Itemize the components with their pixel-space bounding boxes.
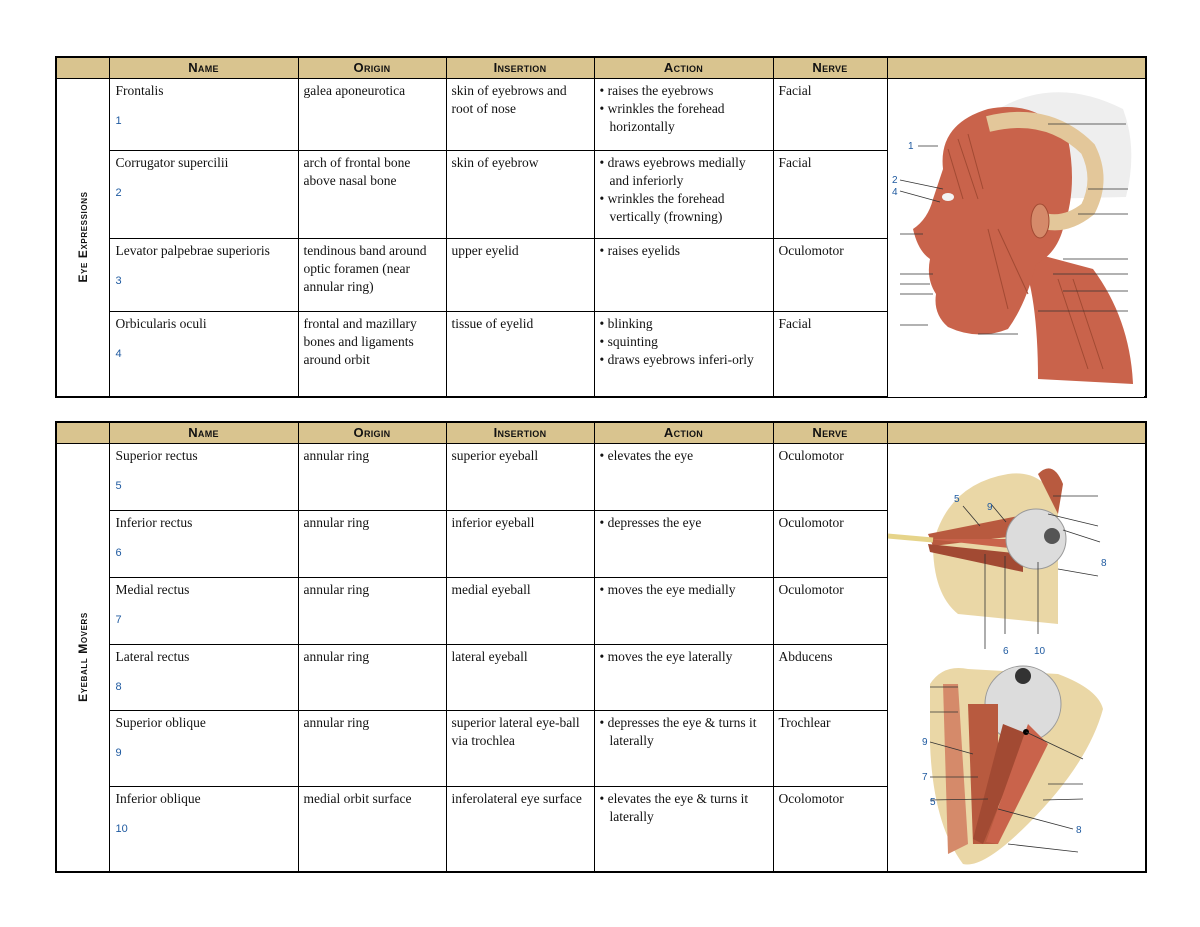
nerve-cell: Oculomotor — [773, 577, 887, 644]
muscle-number: 5 — [115, 479, 122, 492]
action-item: • squinting — [600, 333, 768, 351]
muscle-number: 9 — [115, 746, 122, 759]
ear-shape — [1031, 204, 1049, 238]
header-blank — [56, 57, 109, 78]
nerve-cell: Facial — [773, 311, 887, 397]
header-nerve: Nerve — [773, 57, 887, 78]
eye-expressions-table — [55, 56, 1147, 398]
figure-label-1: 1 — [907, 140, 914, 152]
header-name: Name — [109, 57, 298, 78]
figure-label-9-superior: 9 — [921, 736, 928, 748]
action-list — [600, 514, 768, 532]
muscle-name-cell — [109, 644, 298, 710]
nerve-cell: Facial — [773, 78, 887, 150]
muscle-name: Frontalis — [115, 82, 164, 98]
header-row — [56, 57, 1146, 78]
action-list — [600, 714, 768, 750]
section-label-cell — [56, 78, 109, 397]
header-origin: Origin — [298, 422, 446, 443]
figure-label-6: 6 — [1002, 645, 1009, 657]
muscle-name-cell — [109, 443, 298, 510]
insertion-cell: superior lateral eye-ball via trochlea — [446, 710, 594, 786]
origin-cell: tendinous band around optic foramen (near annular ring) — [298, 238, 446, 311]
action-list — [600, 315, 768, 369]
muscle-number: 6 — [115, 546, 122, 559]
eye-shape — [942, 193, 954, 201]
action-list — [600, 82, 768, 136]
header-figure — [887, 57, 1146, 78]
muscle-name: Medial rectus — [115, 581, 190, 597]
header-figure — [887, 422, 1146, 443]
muscle-name: Superior oblique — [115, 714, 206, 730]
origin-cell: annular ring — [298, 577, 446, 644]
action-list — [600, 581, 768, 599]
muscle-name-cell — [109, 510, 298, 577]
muscle-number: 8 — [115, 680, 122, 693]
origin-cell: annular ring — [298, 644, 446, 710]
action-item: • blinking — [600, 315, 768, 333]
header-name: Name — [109, 422, 298, 443]
muscle-name-cell — [109, 238, 298, 311]
action-cell — [594, 78, 773, 150]
header-origin: Origin — [298, 57, 446, 78]
action-list — [600, 242, 768, 260]
nerve-cell: Trochlear — [773, 710, 887, 786]
action-list — [600, 154, 768, 226]
muscle-name-cell — [109, 786, 298, 872]
action-item: • depresses the eye — [600, 514, 768, 532]
figure-label-4: 4 — [891, 186, 898, 198]
nerve-cell: Oculomotor — [773, 443, 887, 510]
origin-cell: galea aponeurotica — [298, 78, 446, 150]
muscle-number: 7 — [115, 613, 122, 626]
header-row — [56, 422, 1146, 443]
header-blank — [56, 422, 109, 443]
section-label: Eyeball Movers — [75, 612, 90, 703]
nerve-cell: Oculomotor — [773, 238, 887, 311]
muscle-name: Inferior rectus — [115, 514, 193, 530]
eyeball-movers-table — [55, 421, 1147, 873]
action-list — [600, 447, 768, 465]
action-item: • raises eyelids — [600, 242, 768, 260]
table-row — [56, 443, 1146, 510]
eyeball-muscle-figure-cell — [887, 443, 1146, 872]
header-nerve: Nerve — [773, 422, 887, 443]
action-item: • raises the eyebrows — [600, 82, 768, 100]
header-action: Action — [594, 57, 773, 78]
muscle-name: Lateral rectus — [115, 648, 190, 664]
insertion-cell: upper eyelid — [446, 238, 594, 311]
head-muscles-illustration — [888, 79, 1144, 397]
action-cell — [594, 577, 773, 644]
figure-label-8: 8 — [1100, 557, 1107, 569]
muscle-name: Orbicularis oculi — [115, 315, 207, 331]
insertion-cell: lateral eyeball — [446, 644, 594, 710]
action-cell — [594, 644, 773, 710]
action-item: • wrinkles the forehead vertically (frowning) — [600, 190, 768, 226]
action-item: • elevates the eye & turns it laterally — [600, 790, 768, 826]
action-cell — [594, 510, 773, 577]
nerve-cell: Oculomotor — [773, 510, 887, 577]
action-cell — [594, 710, 773, 786]
insertion-cell: inferolateral eye surface — [446, 786, 594, 872]
table-row — [56, 78, 1146, 150]
muscle-name: Inferior oblique — [115, 790, 201, 806]
insertion-cell: skin of eyebrow — [446, 150, 594, 238]
action-item: • moves the eye medially — [600, 581, 768, 599]
section-label: Eye Expressions — [75, 191, 90, 283]
insertion-cell: medial eyeball — [446, 577, 594, 644]
action-cell — [594, 150, 773, 238]
eyeball-muscles-illustration — [888, 444, 1144, 868]
header-insertion: Insertion — [446, 422, 594, 443]
insertion-cell: inferior eyeball — [446, 510, 594, 577]
figure-label-7: 7 — [921, 771, 928, 783]
muscle-number: 1 — [115, 114, 122, 127]
muscle-name-cell — [109, 710, 298, 786]
figure-label-2: 2 — [891, 174, 898, 186]
muscle-name: Corrugator supercilii — [115, 154, 229, 170]
muscle-number: 3 — [115, 274, 122, 287]
action-list — [600, 790, 768, 826]
origin-cell: arch of frontal bone above nasal bone — [298, 150, 446, 238]
action-list — [600, 648, 768, 666]
action-cell — [594, 238, 773, 311]
header-action: Action — [594, 422, 773, 443]
insertion-cell: superior eyeball — [446, 443, 594, 510]
muscle-name-cell — [109, 577, 298, 644]
figure-label-10: 10 — [1033, 645, 1045, 657]
origin-cell: medial orbit surface — [298, 786, 446, 872]
nerve-cell: Ocolomotor — [773, 786, 887, 872]
muscle-number: 10 — [115, 822, 128, 835]
action-item: • draws eyebrows medially and inferiorly — [600, 154, 768, 190]
origin-cell: annular ring — [298, 510, 446, 577]
nerve-cell: Facial — [773, 150, 887, 238]
origin-cell: annular ring — [298, 710, 446, 786]
superior-view-figure — [922, 666, 1103, 865]
action-cell — [594, 311, 773, 397]
figure-label-5: 5 — [953, 493, 960, 505]
action-item: • elevates the eye — [600, 447, 768, 465]
head-muscle-figure-cell — [887, 78, 1146, 397]
insertion-cell: skin of eyebrows and root of nose — [446, 78, 594, 150]
muscle-name: Superior rectus — [115, 447, 198, 463]
figure-label-8-superior: 8 — [1075, 824, 1082, 836]
nerve-cell: Abducens — [773, 644, 887, 710]
muscle-name-cell — [109, 78, 298, 150]
action-item: • wrinkles the forehead horizontally — [600, 100, 768, 136]
action-cell — [594, 786, 773, 872]
muscle-name: Levator palpebrae superioris — [115, 242, 270, 258]
origin-cell: frontal and mazillary bones and ligaments around orbit — [298, 311, 446, 397]
header-insertion: Insertion — [446, 57, 594, 78]
muscle-number: 4 — [115, 347, 122, 360]
muscle-number: 2 — [115, 186, 122, 199]
action-item: • moves the eye laterally — [600, 648, 768, 666]
insertion-cell: tissue of eyelid — [446, 311, 594, 397]
figure-label-5-superior: 5 — [929, 796, 936, 808]
figure-label-9: 9 — [986, 501, 993, 513]
action-item: • draws eyebrows inferi-orly — [600, 351, 768, 369]
action-cell — [594, 443, 773, 510]
origin-cell: annular ring — [298, 443, 446, 510]
muscle-name-cell — [109, 311, 298, 397]
muscle-name-cell — [109, 150, 298, 238]
action-item: • depresses the eye & turns it laterally — [600, 714, 768, 750]
section-label-cell — [56, 443, 109, 872]
